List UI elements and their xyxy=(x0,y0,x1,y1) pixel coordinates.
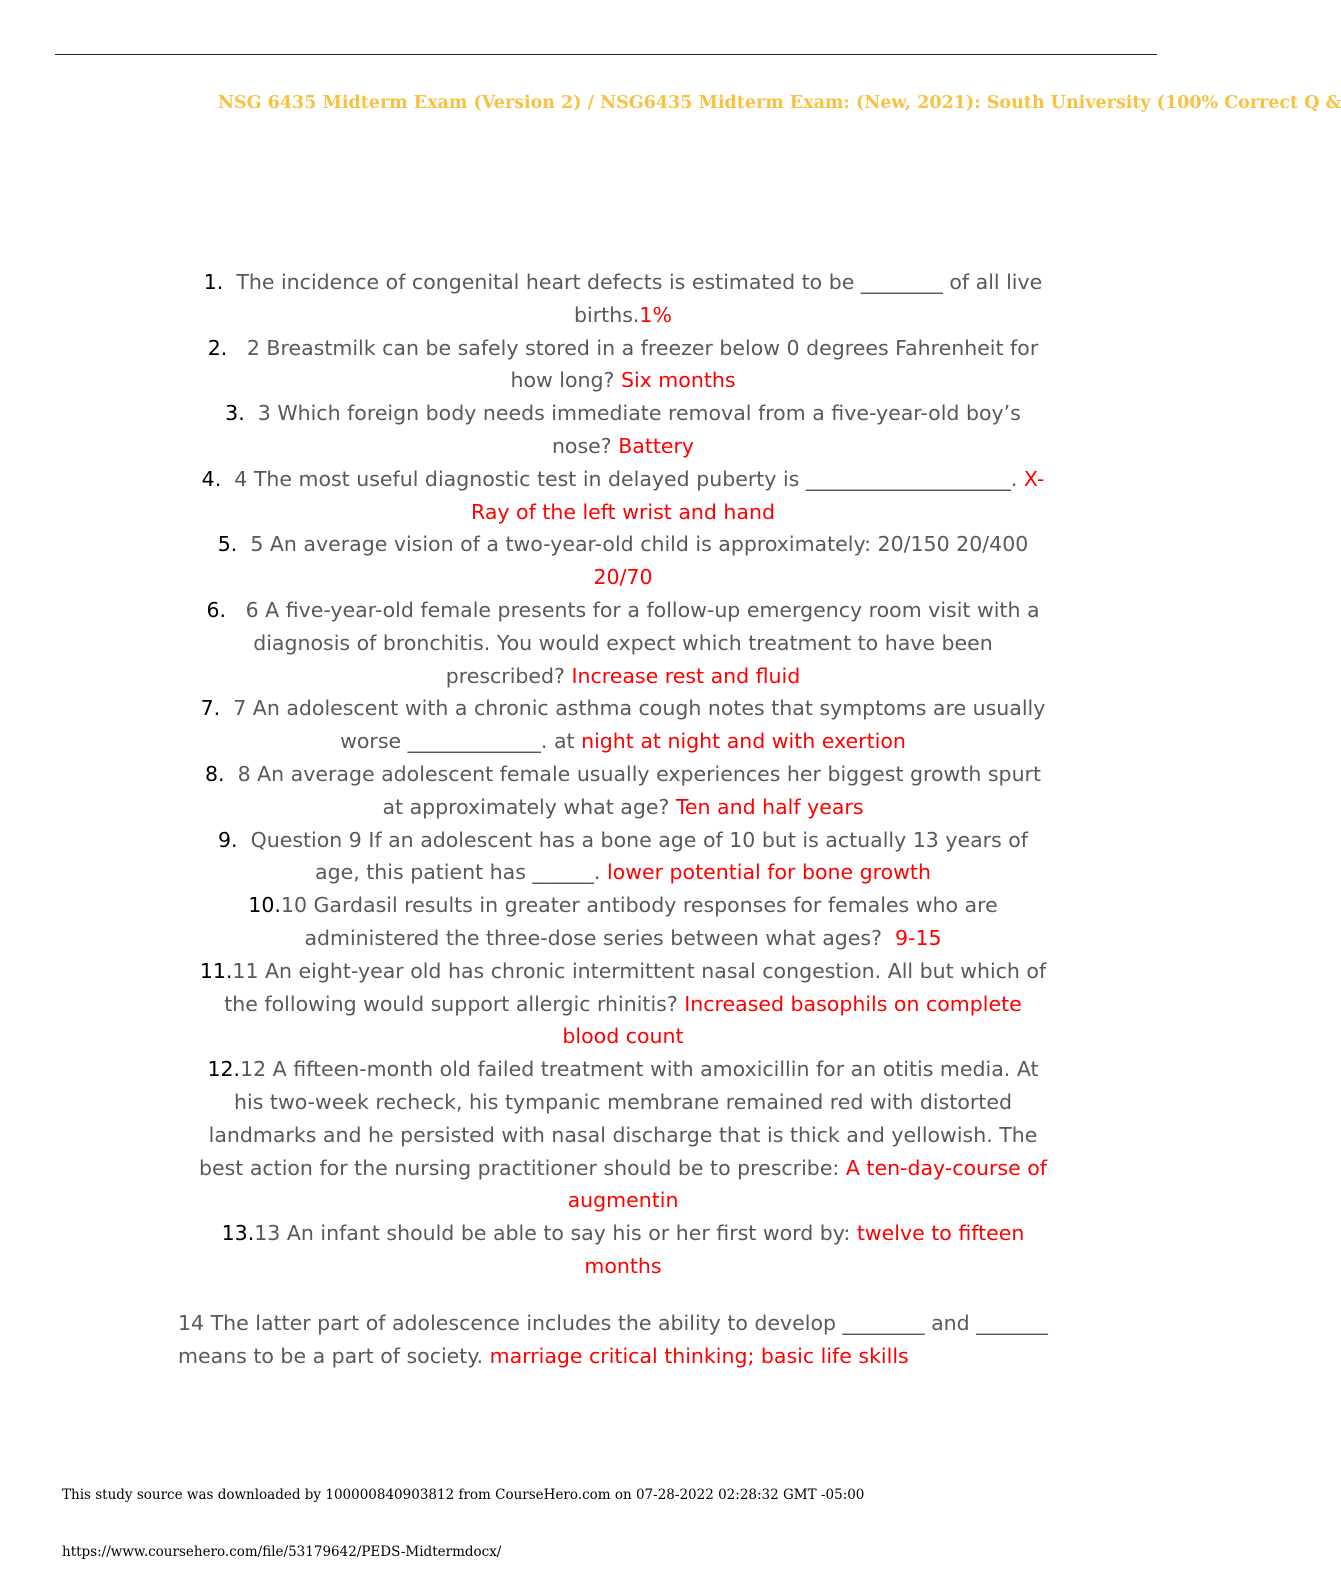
question-text: 2 Breastmilk can be safely stored in a freezer below 0 degrees Fahrenheit for how long? xyxy=(246,335,1039,393)
question-item xyxy=(178,463,1068,529)
question-text: 7 An adolescent with a chronic asthma cough notes that symptoms are usually worse _____________. at xyxy=(233,696,1046,754)
question-number: 10. xyxy=(248,893,281,918)
question-item xyxy=(178,1053,1068,1217)
question-answer: Ten and half years xyxy=(675,794,864,819)
question-item xyxy=(178,692,1068,758)
question-item xyxy=(178,397,1068,463)
question-text: 13 An infant should be able to say his or her first word by: xyxy=(254,1221,851,1246)
question-number: 13. xyxy=(221,1221,255,1246)
question-number: 3. xyxy=(225,401,245,426)
question-item xyxy=(178,528,1068,594)
question-answer: 20/70 xyxy=(593,565,653,590)
question-answer: night at night and with exertion xyxy=(581,729,906,754)
question-text: 12 A fifteen-month old failed treatment with amoxicillin for an otitis media. At his two-week recheck, his tympanic membrane remained red with distorted landmarks and he persisted with nasal discharge that is thick and yellowish. The best action for the nursing practitioner should be to prescribe: xyxy=(198,1057,1039,1180)
footer-url: https://www.coursehero.com/file/53179642/PEDS-Midtermdocx/ xyxy=(62,1544,502,1560)
question-item xyxy=(178,332,1068,398)
question-answer: marriage critical thinking; basic life skills xyxy=(489,1343,909,1368)
question-number: 2. xyxy=(207,335,228,360)
question-number: 8. xyxy=(204,761,225,786)
question-text: 8 An average adolescent female usually experiences her biggest growth spurt at approximately what age? xyxy=(237,761,1042,819)
question-text: 4 The most useful diagnostic test in delayed puberty is ____________________. xyxy=(234,466,1018,491)
question-14-paragraph xyxy=(178,1307,1073,1373)
question-text: 11 An eight-year old has chronic intermittent nasal congestion. All but which of the following would support allergic rhinitis? xyxy=(224,958,1047,1016)
question-text: 5 An average vision of a two-year-old child is approximately: 20/150 20/400 xyxy=(250,532,1029,557)
question-number: 11. xyxy=(199,958,233,983)
question-number: 6. xyxy=(206,597,227,622)
document-title: NSG 6435 Midterm Exam (Version 2) / NSG6435 Midterm Exam: (New, 2021): South University (100% Correct Q & xyxy=(218,93,1341,113)
question-answer: Increase rest and fluid xyxy=(571,663,801,688)
question-text: The incidence of congenital heart defects is estimated to be ________ of all live births. xyxy=(236,270,1043,327)
question-answer: A ten-day-course of augmentin xyxy=(567,1155,1048,1213)
question-answer: twelve to fifteen months xyxy=(584,1221,1025,1278)
footer-source-notice: This study source was downloaded by 100000840903812 from CourseHero.com on 07-28-2022 02:28:32 GMT -05:00 xyxy=(62,1487,865,1503)
question-item xyxy=(178,758,1068,824)
question-item xyxy=(178,1217,1068,1283)
question-number: 12. xyxy=(207,1057,241,1082)
question-answer: lower potential for bone growth xyxy=(606,860,931,885)
question-answer: X-Ray of the left wrist and hand xyxy=(471,466,1045,524)
question-item xyxy=(178,889,1068,955)
question-answer: Increased basophils on complete blood count xyxy=(562,991,1022,1049)
question-item xyxy=(178,594,1068,692)
question-item xyxy=(178,266,1068,332)
question-text: Question 9 If an adolescent has a bone age of 10 but is actually 13 years of age, this patient has ______. xyxy=(250,827,1029,885)
question-text: 10 Gardasil results in greater antibody responses for females who are administered the three-dose series between what ages? xyxy=(280,893,998,950)
question-text: 6 A five-year-old female presents for a follow-up emergency room visit with a diagnosis of bronchitis. You would expect which treatment to have been prescribed? xyxy=(245,597,1040,688)
question-number: 7. xyxy=(200,696,221,721)
question-answer: Battery xyxy=(618,433,695,458)
question-item xyxy=(178,955,1068,1053)
question-answer: Six months xyxy=(620,368,736,393)
question-number: 4. xyxy=(201,466,222,491)
question-answer: 1% xyxy=(639,302,672,327)
question-number: 1. xyxy=(203,270,224,294)
question-number: 9. xyxy=(217,827,238,852)
question-text: 3 Which foreign body needs immediate removal from a five-year-old boy’s nose? xyxy=(257,401,1021,458)
question-list xyxy=(178,266,1068,1283)
top-rule xyxy=(55,54,1157,55)
question-number: 5. xyxy=(217,532,238,557)
question-item xyxy=(178,824,1068,890)
question-answer: 9-15 xyxy=(895,925,942,950)
question-text: 14 The latter part of adolescence includes the ability to develop ________ and _______ means to be a part of society. xyxy=(178,1311,1048,1368)
